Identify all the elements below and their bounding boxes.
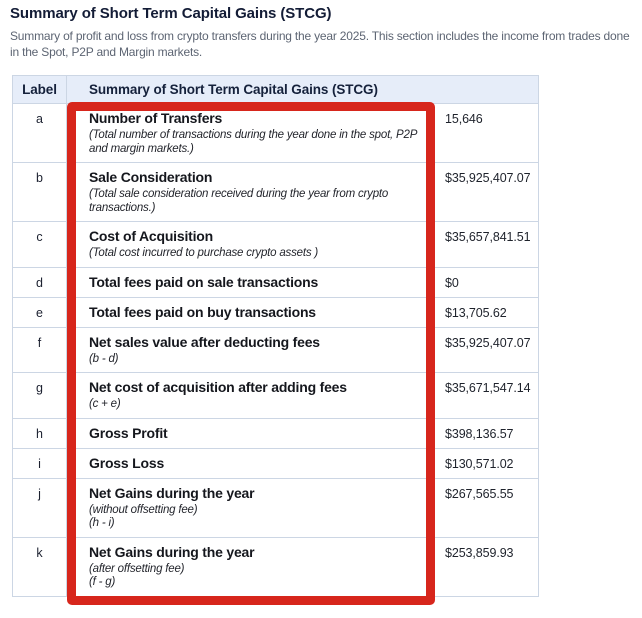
row-label: j	[13, 478, 67, 537]
table-row	[13, 537, 539, 596]
row-notes	[89, 247, 420, 261]
row-note: (h - i)	[89, 517, 115, 529]
row-title: Total fees paid on sale transactions	[89, 273, 319, 290]
row-note: (after offsetting fee)	[89, 562, 185, 575]
row-note: (c + e)	[89, 398, 121, 410]
row-title: Total fees paid on buy transactions	[89, 303, 316, 320]
row-label: c	[13, 222, 67, 268]
row-note: (Total number of transactions during the year done in the spot, P2P and margin markets.)	[89, 129, 417, 155]
row-value: $253,859.93	[431, 537, 539, 596]
row-title: Net Gains during the year	[89, 543, 255, 560]
row-notes	[89, 353, 420, 367]
row-label: h	[13, 418, 67, 448]
row-value: $35,925,407.07	[431, 327, 539, 373]
stcg-summary-table	[12, 75, 539, 597]
row-value: $0	[431, 267, 539, 297]
row-value: $35,671,547.14	[431, 373, 539, 419]
row-label: g	[13, 373, 67, 419]
row-label: e	[13, 297, 67, 327]
page-subtitle: Summary of profit and loss from crypto transfers during the year 2025. This section includes the income from trades done in the Spot, P2P and Margin markets.	[10, 29, 630, 59]
table-row	[13, 418, 539, 448]
table-row	[13, 267, 539, 297]
row-notes	[89, 129, 420, 156]
row-value: $13,705.62	[431, 297, 539, 327]
row-title: Gross Loss	[89, 454, 165, 471]
row-title: Sale Consideration	[89, 169, 213, 185]
row-note: (Total sale consideration received during the year from crypto transactions.)	[89, 188, 389, 214]
row-value: 15,646	[431, 104, 539, 163]
stcg-table-wrapper	[12, 75, 539, 597]
row-title: Gross Profit	[89, 424, 168, 441]
row-value: $398,136.57	[431, 418, 539, 448]
row-title: Net cost of acquisition after adding fees	[89, 379, 347, 395]
column-header-summary: Summary of Short Term Capital Gains (STCG)	[67, 76, 539, 104]
table-row	[13, 104, 539, 163]
table-row	[13, 163, 539, 222]
row-label: i	[13, 448, 67, 478]
table-row	[13, 373, 539, 419]
table-row	[13, 478, 539, 537]
row-value: $267,565.55	[431, 478, 539, 537]
table-header-row	[13, 76, 539, 104]
table-row	[13, 327, 539, 373]
row-title: Net sales value after deducting fees	[89, 333, 320, 350]
row-value: $35,925,407.07	[431, 163, 539, 222]
table-row	[13, 222, 539, 268]
row-value: $130,571.02	[431, 448, 539, 478]
row-note: (b - d)	[89, 352, 119, 365]
row-value: $35,657,841.51	[431, 222, 539, 268]
row-label: d	[13, 267, 67, 297]
row-note: (f - g)	[89, 576, 116, 588]
table-row	[13, 448, 539, 478]
row-notes	[89, 563, 420, 590]
row-note: (without offsetting fee)	[89, 503, 198, 516]
row-notes	[89, 188, 420, 215]
table-body	[13, 104, 539, 597]
page-title: Summary of Short Term Capital Gains (STCG)	[10, 5, 332, 22]
row-label: a	[13, 104, 67, 163]
row-notes	[89, 504, 420, 531]
row-notes	[89, 398, 420, 412]
row-note: (Total cost incurred to purchase crypto assets )	[89, 247, 319, 259]
column-header-label: Label	[13, 76, 67, 104]
table-row	[13, 297, 539, 327]
row-title: Cost of Acquisition	[89, 228, 214, 244]
row-title: Number of Transfers	[89, 110, 223, 126]
row-label: f	[13, 327, 67, 373]
row-title: Net Gains during the year	[89, 484, 255, 501]
row-label: k	[13, 537, 67, 596]
row-label: b	[13, 163, 67, 222]
